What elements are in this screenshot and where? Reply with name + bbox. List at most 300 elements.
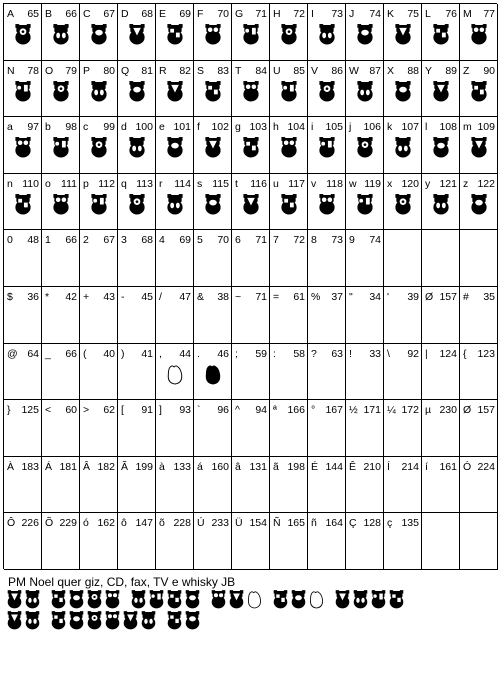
cell-label <box>463 121 495 133</box>
beast-glyph-icon <box>89 137 108 163</box>
beast-glyph-icon <box>334 590 351 614</box>
beast-glyph-icon <box>393 81 412 107</box>
char-code: 164 <box>325 517 343 530</box>
char-symbol: Í <box>387 460 390 473</box>
char-code: 125 <box>21 404 39 417</box>
char-code: 71 <box>255 290 267 303</box>
char-code: 89 <box>445 64 457 77</box>
cell-label <box>387 404 419 416</box>
char-code: 183 <box>21 460 39 473</box>
cell-label <box>197 121 229 133</box>
char-symbol: ] <box>159 404 162 417</box>
beast-glyph-icon <box>279 137 298 163</box>
char-code: 43 <box>103 290 115 303</box>
cell-label <box>197 8 229 20</box>
char-code: 91 <box>141 404 153 417</box>
cell-label <box>45 121 77 133</box>
beast-glyph-icon <box>210 590 227 614</box>
cell-label <box>349 461 381 473</box>
beast-glyph-icon <box>51 24 70 50</box>
beast-glyph-icon <box>393 24 412 50</box>
char-cell <box>118 4 156 61</box>
char-cell <box>460 4 498 61</box>
char-code: 167 <box>325 404 343 417</box>
char-cell <box>194 400 232 457</box>
char-code: 90 <box>483 64 495 77</box>
cell-label <box>387 8 419 20</box>
beast-glyph-icon <box>355 194 374 220</box>
char-code: 47 <box>179 290 191 303</box>
char-code: 94 <box>255 404 267 417</box>
char-code: 72 <box>293 8 305 20</box>
cell-label <box>7 404 39 416</box>
char-cell <box>118 513 156 570</box>
char-code: 69 <box>179 234 191 247</box>
char-symbol: 5 <box>197 234 203 247</box>
char-cell <box>118 457 156 514</box>
char-symbol: ; <box>235 347 238 360</box>
char-symbol: ? <box>311 347 317 360</box>
cell-label <box>463 178 495 190</box>
char-cell <box>232 61 270 118</box>
cell-label <box>387 348 419 360</box>
char-cell <box>42 61 80 118</box>
char-code: 80 <box>103 64 115 77</box>
cell-label <box>83 234 115 246</box>
char-cell <box>384 287 422 344</box>
beast-glyph-icon <box>469 24 488 50</box>
cell-label <box>273 121 305 133</box>
beast-glyph-icon <box>431 24 450 50</box>
beast-glyph-icon <box>431 137 450 163</box>
char-code: 67 <box>103 8 115 20</box>
char-code: 38 <box>217 290 229 303</box>
char-cell <box>4 174 42 231</box>
char-symbol: ½ <box>349 404 358 417</box>
char-code: 101 <box>173 121 191 134</box>
beast-glyph-icon <box>393 137 412 163</box>
char-code: 162 <box>97 517 115 530</box>
beast-glyph-icon <box>241 137 260 163</box>
char-cell <box>80 61 118 118</box>
char-cell <box>308 4 346 61</box>
cell-label <box>311 404 343 416</box>
cell-label <box>425 178 457 190</box>
char-code: 70 <box>217 8 229 20</box>
char-code: 42 <box>65 290 77 303</box>
cell-label <box>273 461 305 473</box>
cell-label <box>121 348 153 360</box>
cell-label <box>387 65 419 77</box>
character-map-grid <box>3 3 497 569</box>
char-cell <box>156 287 194 344</box>
char-symbol: P <box>83 64 91 77</box>
char-symbol: M <box>463 8 472 20</box>
char-cell <box>80 400 118 457</box>
cell-label <box>197 65 229 77</box>
char-cell <box>194 4 232 61</box>
cell-label <box>425 517 457 529</box>
cell-label <box>7 291 39 303</box>
char-code: 97 <box>27 121 39 134</box>
char-cell <box>346 457 384 514</box>
beast-glyph-icon <box>228 590 245 614</box>
char-symbol: ( <box>83 347 87 360</box>
cell-label <box>349 404 381 416</box>
char-code: 39 <box>407 290 419 303</box>
char-code: 133 <box>173 460 191 473</box>
char-symbol: | <box>425 347 428 360</box>
cell-label <box>273 65 305 77</box>
char-symbol: [ <box>121 404 124 417</box>
beast-glyph-icon <box>51 194 70 220</box>
char-cell <box>232 457 270 514</box>
char-cell <box>270 513 308 570</box>
char-cell <box>42 513 80 570</box>
cell-label <box>159 178 191 190</box>
char-cell <box>308 513 346 570</box>
char-code: 233 <box>211 517 229 530</box>
char-code: 96 <box>217 404 229 417</box>
char-symbol: # <box>463 290 469 303</box>
cell-label <box>7 65 39 77</box>
char-code: 182 <box>97 460 115 473</box>
char-code: 70 <box>217 234 229 247</box>
beast-glyph-icon <box>50 611 67 635</box>
char-cell <box>42 174 80 231</box>
char-cell <box>118 61 156 118</box>
beast-glyph-icon <box>272 590 289 614</box>
char-symbol: J <box>349 8 355 20</box>
beast-glyph-icon <box>165 137 184 163</box>
char-symbol: n <box>7 177 13 190</box>
char-cell <box>308 61 346 118</box>
char-cell <box>118 117 156 174</box>
cell-label <box>45 65 77 77</box>
cell-label <box>121 121 153 133</box>
beast-glyph-icon <box>370 590 387 614</box>
char-symbol: r <box>159 177 163 190</box>
cell-label <box>463 234 495 246</box>
char-symbol: l <box>425 121 428 134</box>
char-symbol: Ø <box>425 290 434 303</box>
char-cell <box>308 344 346 401</box>
char-code: 104 <box>287 121 305 134</box>
beast-glyph-icon <box>431 194 450 220</box>
solid-blob-glyph-icon <box>203 364 222 390</box>
cell-label <box>425 234 457 246</box>
char-symbol: Õ <box>45 517 54 530</box>
char-code: 106 <box>363 121 381 134</box>
cell-label <box>45 178 77 190</box>
char-code: 105 <box>325 121 343 134</box>
char-symbol: F <box>197 8 204 20</box>
char-symbol: ã <box>273 460 279 473</box>
cell-label <box>349 178 381 190</box>
cell-label <box>159 234 191 246</box>
cell-label <box>311 178 343 190</box>
char-code: 79 <box>65 64 77 77</box>
char-symbol: á <box>197 460 203 473</box>
char-symbol: í <box>425 460 428 473</box>
beast-glyph-icon <box>122 611 139 635</box>
char-symbol: 4 <box>159 234 165 247</box>
char-symbol: - <box>121 290 125 303</box>
cell-label <box>349 121 381 133</box>
char-cell <box>4 61 42 118</box>
char-symbol: É <box>311 460 319 473</box>
cell-label <box>273 404 305 416</box>
beast-glyph-icon <box>431 81 450 107</box>
cell-label <box>425 348 457 360</box>
beast-glyph-icon <box>388 590 405 614</box>
cell-label <box>197 234 229 246</box>
cell-label <box>235 461 267 473</box>
char-code: 84 <box>255 64 267 77</box>
char-code: 157 <box>439 290 457 303</box>
char-symbol: = <box>273 290 280 303</box>
cell-label <box>349 65 381 77</box>
char-symbol: * <box>45 290 50 303</box>
char-symbol: , <box>159 347 162 360</box>
char-cell <box>308 117 346 174</box>
cell-label <box>45 404 77 416</box>
beast-glyph-icon <box>51 81 70 107</box>
char-symbol: m <box>463 121 472 134</box>
char-cell <box>270 174 308 231</box>
char-symbol: õ <box>159 517 165 530</box>
char-code: 64 <box>27 347 39 360</box>
char-symbol: x <box>387 177 393 190</box>
cell-label <box>197 517 229 529</box>
char-symbol: Â <box>83 460 91 473</box>
char-cell <box>4 4 42 61</box>
char-cell <box>80 230 118 287</box>
char-cell <box>422 230 460 287</box>
cell-label <box>387 517 419 529</box>
beast-glyph-icon <box>355 137 374 163</box>
char-cell <box>232 174 270 231</box>
char-cell <box>232 4 270 61</box>
char-code: 172 <box>401 404 419 417</box>
char-code: 41 <box>141 347 153 360</box>
cell-label <box>273 291 305 303</box>
cell-label <box>273 234 305 246</box>
char-cell <box>384 457 422 514</box>
cell-label <box>121 517 153 529</box>
char-cell <box>422 174 460 231</box>
char-code: 81 <box>141 64 153 77</box>
char-symbol: / <box>159 290 162 303</box>
cell-label <box>311 348 343 360</box>
char-code: 59 <box>255 347 267 360</box>
cell-label <box>235 178 267 190</box>
beast-glyph-icon <box>89 24 108 50</box>
cell-label <box>311 461 343 473</box>
char-cell <box>308 230 346 287</box>
char-symbol: ó <box>83 517 89 530</box>
char-code: 166 <box>287 404 305 417</box>
char-cell <box>422 344 460 401</box>
char-symbol: $ <box>7 290 13 303</box>
char-code: 85 <box>293 64 305 77</box>
cell-label <box>197 404 229 416</box>
beast-glyph-icon <box>317 194 336 220</box>
char-symbol: ñ <box>311 517 317 530</box>
cell-label <box>463 461 495 473</box>
char-code: 34 <box>369 290 381 303</box>
beast-glyph-icon <box>279 81 298 107</box>
cell-label <box>387 234 419 246</box>
char-cell <box>346 344 384 401</box>
beast-glyph-icon <box>127 24 146 50</box>
char-cell <box>346 117 384 174</box>
char-symbol: Z <box>463 64 470 77</box>
char-symbol: f <box>197 121 200 134</box>
cell-label <box>121 234 153 246</box>
beast-glyph-icon <box>68 611 85 635</box>
cell-label <box>425 291 457 303</box>
char-cell <box>460 61 498 118</box>
cell-label <box>159 8 191 20</box>
beast-glyph-icon <box>6 611 23 635</box>
cell-label <box>83 65 115 77</box>
char-cell <box>346 4 384 61</box>
char-symbol: . <box>197 347 200 360</box>
char-code: 36 <box>27 290 39 303</box>
char-code: 154 <box>249 517 267 530</box>
cell-label <box>83 121 115 133</box>
char-cell <box>156 174 194 231</box>
cell-label <box>463 65 495 77</box>
char-cell <box>118 230 156 287</box>
char-code: 117 <box>288 177 305 190</box>
char-code: 111 <box>61 177 77 190</box>
beast-glyph-icon <box>203 137 222 163</box>
char-cell <box>194 344 232 401</box>
char-symbol: g <box>235 121 241 134</box>
char-symbol: t <box>235 177 238 190</box>
cell-label <box>83 461 115 473</box>
char-symbol: B <box>45 8 53 20</box>
cell-label <box>45 291 77 303</box>
char-cell <box>42 117 80 174</box>
char-symbol: j <box>349 121 352 134</box>
cell-label <box>83 348 115 360</box>
beast-glyph-icon <box>24 611 41 635</box>
char-cell <box>384 174 422 231</box>
cell-label <box>7 461 39 473</box>
beast-glyph-icon <box>317 24 336 50</box>
beast-glyph-icon <box>203 24 222 50</box>
char-cell <box>4 230 42 287</box>
char-code: 35 <box>483 290 495 303</box>
char-code: 123 <box>477 347 495 360</box>
cell-label <box>121 65 153 77</box>
char-code: 199 <box>135 460 153 473</box>
char-cell <box>42 344 80 401</box>
char-code: 128 <box>363 517 381 530</box>
cell-label <box>159 404 191 416</box>
char-code: 113 <box>136 177 153 190</box>
cell-label <box>83 291 115 303</box>
cell-label <box>349 8 381 20</box>
beast-glyph-icon <box>127 81 146 107</box>
cell-label <box>273 517 305 529</box>
char-code: 86 <box>331 64 343 77</box>
cell-label <box>121 404 153 416</box>
cell-label <box>463 291 495 303</box>
char-code: 75 <box>407 8 419 20</box>
char-code: 82 <box>179 64 191 77</box>
beast-glyph-icon <box>317 137 336 163</box>
char-code: 46 <box>217 347 229 360</box>
char-symbol: Ê <box>349 460 357 473</box>
char-symbol: u <box>273 177 279 190</box>
char-symbol: 6 <box>235 234 241 247</box>
char-code: 72 <box>293 234 305 247</box>
char-cell <box>270 117 308 174</box>
char-code: 171 <box>363 404 381 417</box>
char-cell <box>194 287 232 344</box>
beast-glyph-icon <box>165 81 184 107</box>
beast-glyph-icon <box>184 611 201 635</box>
char-cell <box>194 457 232 514</box>
cell-label <box>311 234 343 246</box>
beast-glyph-icon <box>317 81 336 107</box>
char-cell <box>384 513 422 570</box>
cell-label <box>425 461 457 473</box>
char-code: 226 <box>21 517 39 530</box>
char-code: 69 <box>179 8 191 20</box>
cell-label <box>197 461 229 473</box>
char-symbol: ` <box>197 404 201 417</box>
char-code: 76 <box>445 8 457 20</box>
char-code: 98 <box>65 121 77 134</box>
cell-label <box>235 517 267 529</box>
char-cell <box>80 287 118 344</box>
cell-label <box>83 8 115 20</box>
char-cell <box>80 174 118 231</box>
char-code: 161 <box>439 460 457 473</box>
char-symbol: > <box>83 404 90 417</box>
char-symbol: U <box>273 64 281 77</box>
char-symbol: Ñ <box>273 517 281 530</box>
char-code: 119 <box>364 177 381 190</box>
cell-label <box>311 65 343 77</box>
cell-label <box>387 291 419 303</box>
char-symbol: S <box>197 64 205 77</box>
char-cell <box>80 513 118 570</box>
cell-label <box>7 8 39 20</box>
char-code: 66 <box>65 347 77 360</box>
char-cell <box>232 400 270 457</box>
outline-blob-glyph-icon <box>308 590 325 614</box>
cell-label <box>235 348 267 360</box>
char-cell <box>42 457 80 514</box>
char-cell <box>232 230 270 287</box>
char-symbol: ) <box>121 347 125 360</box>
char-cell <box>422 4 460 61</box>
beast-glyph-icon <box>166 611 183 635</box>
char-symbol: p <box>83 177 89 190</box>
char-code: 61 <box>293 290 305 303</box>
char-symbol: 9 <box>349 234 355 247</box>
sample-glyph-line-2 <box>6 611 202 635</box>
char-cell <box>270 457 308 514</box>
char-symbol: C <box>83 8 91 20</box>
cell-label <box>197 178 229 190</box>
